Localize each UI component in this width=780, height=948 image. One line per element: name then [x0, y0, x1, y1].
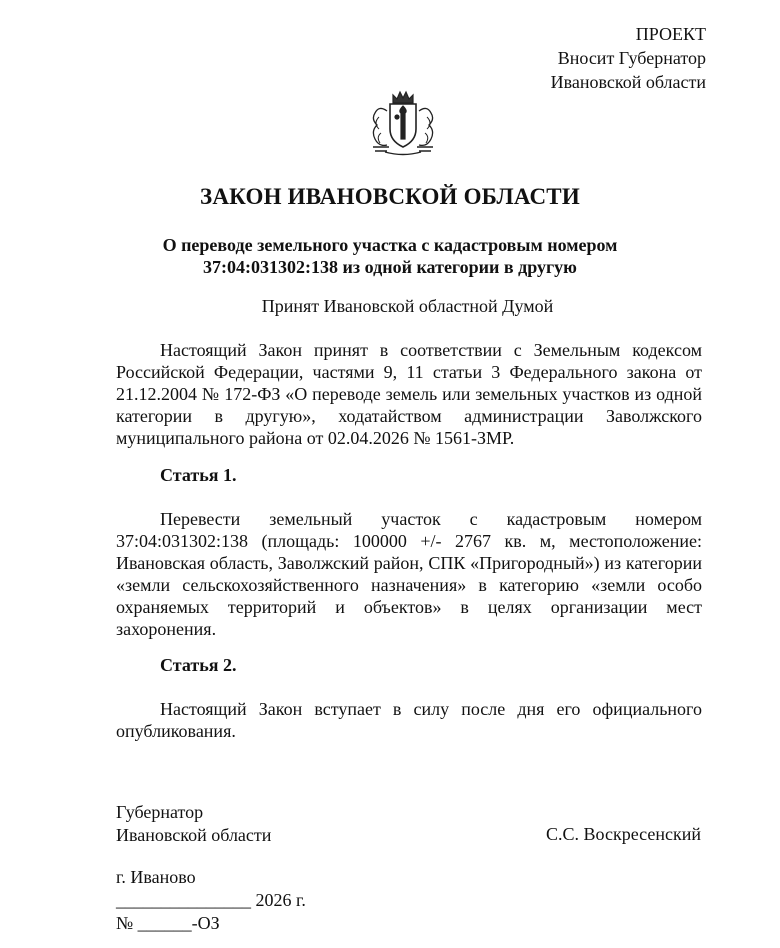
header-block — [551, 22, 706, 94]
article-1-heading: Статья 1. — [160, 465, 237, 485]
preamble-paragraph: Настоящий Закон принят в соответствии с Земельным кодексом Российской Федерации, частями 9, 11 статьи 3 Федерального закона от 21.12.2004 № 172-ФЗ «О переводе земель или земельных участков из одной категории в другую», ходатайством администрации Заволжского муниципального района от 02.04.2026 № 1561-ЗМР. — [116, 340, 702, 448]
introduced-by-line1: Вносит Губернатор — [557, 48, 706, 68]
project-status: ПРОЕКТ — [635, 24, 706, 44]
law-subject-line1: О переводе земельного участка с кадастровым номером — [162, 235, 618, 255]
article-1-text: Перевести земельный участок с кадастровым номером 37:04:031302:138 (площадь: 100000 +/- 2767 кв. м, местоположение: Ивановская область, Заволжский район, СПК «Пригородный») из категории «земли сельскохозяйственного назначения» в категорию «земли особо охраняемых территорий и объектов» в целях организации мест захоронения. — [116, 509, 702, 639]
signature-position — [116, 801, 271, 847]
number-line: № ______-ОЗ — [116, 913, 220, 933]
article-2-heading: Статья 2. — [160, 655, 237, 675]
city: г. Иваново — [116, 867, 196, 887]
date-line: _______________ 2026 г. — [116, 890, 306, 910]
signature-name: С.С. Воскресенский — [546, 824, 701, 844]
introduced-by-line2: Ивановской области — [550, 72, 706, 92]
signature-position-line1: Губернатор — [116, 802, 204, 822]
adopted-by: Принят Ивановской областной Думой — [261, 296, 554, 316]
law-title: ЗАКОН ИВАНОВСКОЙ ОБЛАСТИ — [200, 184, 580, 209]
law-subject — [120, 234, 660, 278]
signature-position-line2: Ивановской области — [116, 825, 272, 845]
law-subject-line2: 37:04:031302:138 из одной категории в другую — [203, 257, 577, 277]
ivanovo-coat-of-arms-icon — [357, 89, 449, 157]
article-2-text: Настоящий Закон вступает в силу после дня его официального опубликования. — [116, 699, 702, 741]
place-date-block — [116, 866, 306, 935]
